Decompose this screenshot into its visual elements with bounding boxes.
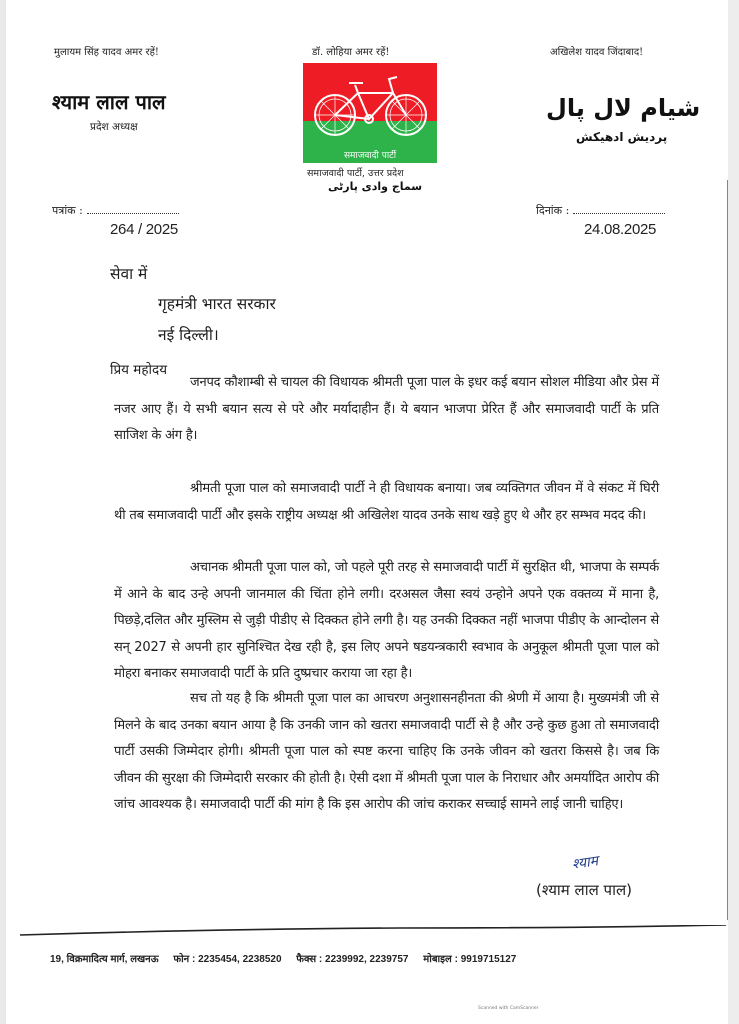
recipient-line-1: गृहमंत्री भारत सरकार — [158, 295, 276, 313]
paragraph-2: श्रीमती पूजा पाल को समाजवादी पार्टी ने ही विधायक बनाया। जब व्यक्तिगत जीवन में वे संकट में घिरी थी तब समाजवादी पार्टी और इसके राष्ट्रीय अध्यक्ष श्री अखिलेश यादव उनके साथ खड़े हुए थे और हर सम्भव मदद की। — [114, 481, 659, 523]
slogan-right: अखिलेश यादव जिंदाबाद! — [550, 47, 644, 58]
paragraph-1: जनपद कौशाम्बी से चायल की विधायक श्रीमती पूजा पाल के इधर कई बयान सोशल मीडिया और प्रेस में नजर आए हैं। ये सभी बयान सत्य से परे और मर्यादाहीन हैं। ये बयान भाजपा प्रेरित हैं और समाजवादी पार्टी के प्रति साजिश के अंग है। — [114, 375, 659, 443]
recipient-line-2: नई दिल्ली। — [158, 326, 219, 344]
footer-phone: फोन : 2235454, 2238520 — [173, 954, 282, 965]
right-margin-strip — [728, 0, 739, 1024]
footer-contact — [50, 951, 528, 965]
slogan-center: डॉ. लोहिया अमर रहें! — [312, 47, 390, 58]
footer-mobile: मोबाइल : 9919715127 — [423, 954, 517, 965]
party-logo — [303, 63, 437, 163]
date-value: 24.08.2025 — [584, 221, 657, 238]
date-label: दिनांक : — [536, 204, 570, 217]
logo-caption-urdu: سماج وادی پارٹی — [328, 180, 423, 193]
scanner-watermark: Scanned with CamScanner — [478, 1006, 539, 1011]
signatory-name: (श्याम लाल पाल) — [536, 881, 632, 899]
handwritten-signature: श्याम — [571, 853, 600, 873]
salutation-to: सेवा में — [110, 265, 148, 283]
paragraph-3: अचानक श्रीमती पूजा पाल को, जो पहले पूरी तरह से समाजवादी पार्टी में सुरक्षित थी, भाजपा के सम्पर्क में आने के बाद उन्हे अपनी जानमाल की चिंता होने लगी। दरअसल जैसा स्वयं उन्होने अपने एक वक्तव्य में माना है, पिछड़े,दलित और मुस्लिम से जुड़ी पीडीए से दिक्कत होने लगी है। यह उनकी दिक्कत नहीं भाजपा पीडीए के आन्दोलन से सन् 2027 से अपनी हार सुनिश्चित देख रही है, इस लिए अपने षडयन्त्रकारी स्वभाव के अनुकूल श्रीमती पूजा पाल को मोहरा बनाकर समाजवादी पार्टी के प्रति दुष्प्रचार कराया जा रहा है। — [114, 560, 659, 681]
logo-band-text: समाजवादी पार्टी — [343, 151, 397, 161]
logo-caption-hindi: समाजवादी पार्टी, उत्तर प्रदेश — [307, 168, 404, 179]
letter-number-value: 264 / 2025 — [110, 221, 178, 238]
letter-page — [6, 0, 728, 1024]
sender-name-hindi: श्याम लाल पाल — [52, 90, 166, 114]
footer-address: 19, विक्रमादित्य मार्ग, लखनऊ — [50, 954, 159, 965]
footer-fax: फैक्स : 2239992, 2239757 — [296, 954, 409, 965]
sender-title-hindi: प्रदेश अध्यक्ष — [90, 121, 138, 133]
slogan-left: मुलायम सिंह यादव अमर रहें! — [54, 47, 159, 58]
letter-number-dots — [87, 205, 179, 214]
greeting: प्रिय महोदय — [110, 362, 168, 378]
sender-title-urdu: پردیش ادھیکش — [576, 130, 668, 144]
paragraph-4: सच तो यह है कि श्रीमती पूजा पाल का आचरण अनुशासनहीनता की श्रेणी में आया है। मुख्यमंत्री जी से मिलने के बाद उनका बयान आया है कि उनकी जान को खतरा समाजवादी पार्टी से है और उन्हे कुछ हुआ तो समाजवादी पार्टी उसकी जिम्मेदार होगी। श्रीमती पूजा पाल को स्पष्ट करना चाहिए कि उनके जीवन को खतरा किससे है। जब कि जीवन की सुरक्षा की जिम्मेदारी सरकार की होती है। ऐसी दशा में श्रीमती पूजा पाल के निराधार और अमर्यादित आरोप की जांच आवश्यक है। समाजवादी पार्टी की मांग है कि इस आरोप की जांच कराकर सच्चाई सामने लाई जानी चाहिए। — [114, 691, 659, 812]
letter-number-field — [52, 203, 179, 218]
date-field — [536, 203, 665, 218]
footer-divider — [20, 925, 726, 939]
letter-number-label: पत्रांक : — [52, 204, 83, 217]
sender-name-urdu: شیام لال پال — [546, 94, 701, 122]
date-dots — [573, 205, 665, 214]
